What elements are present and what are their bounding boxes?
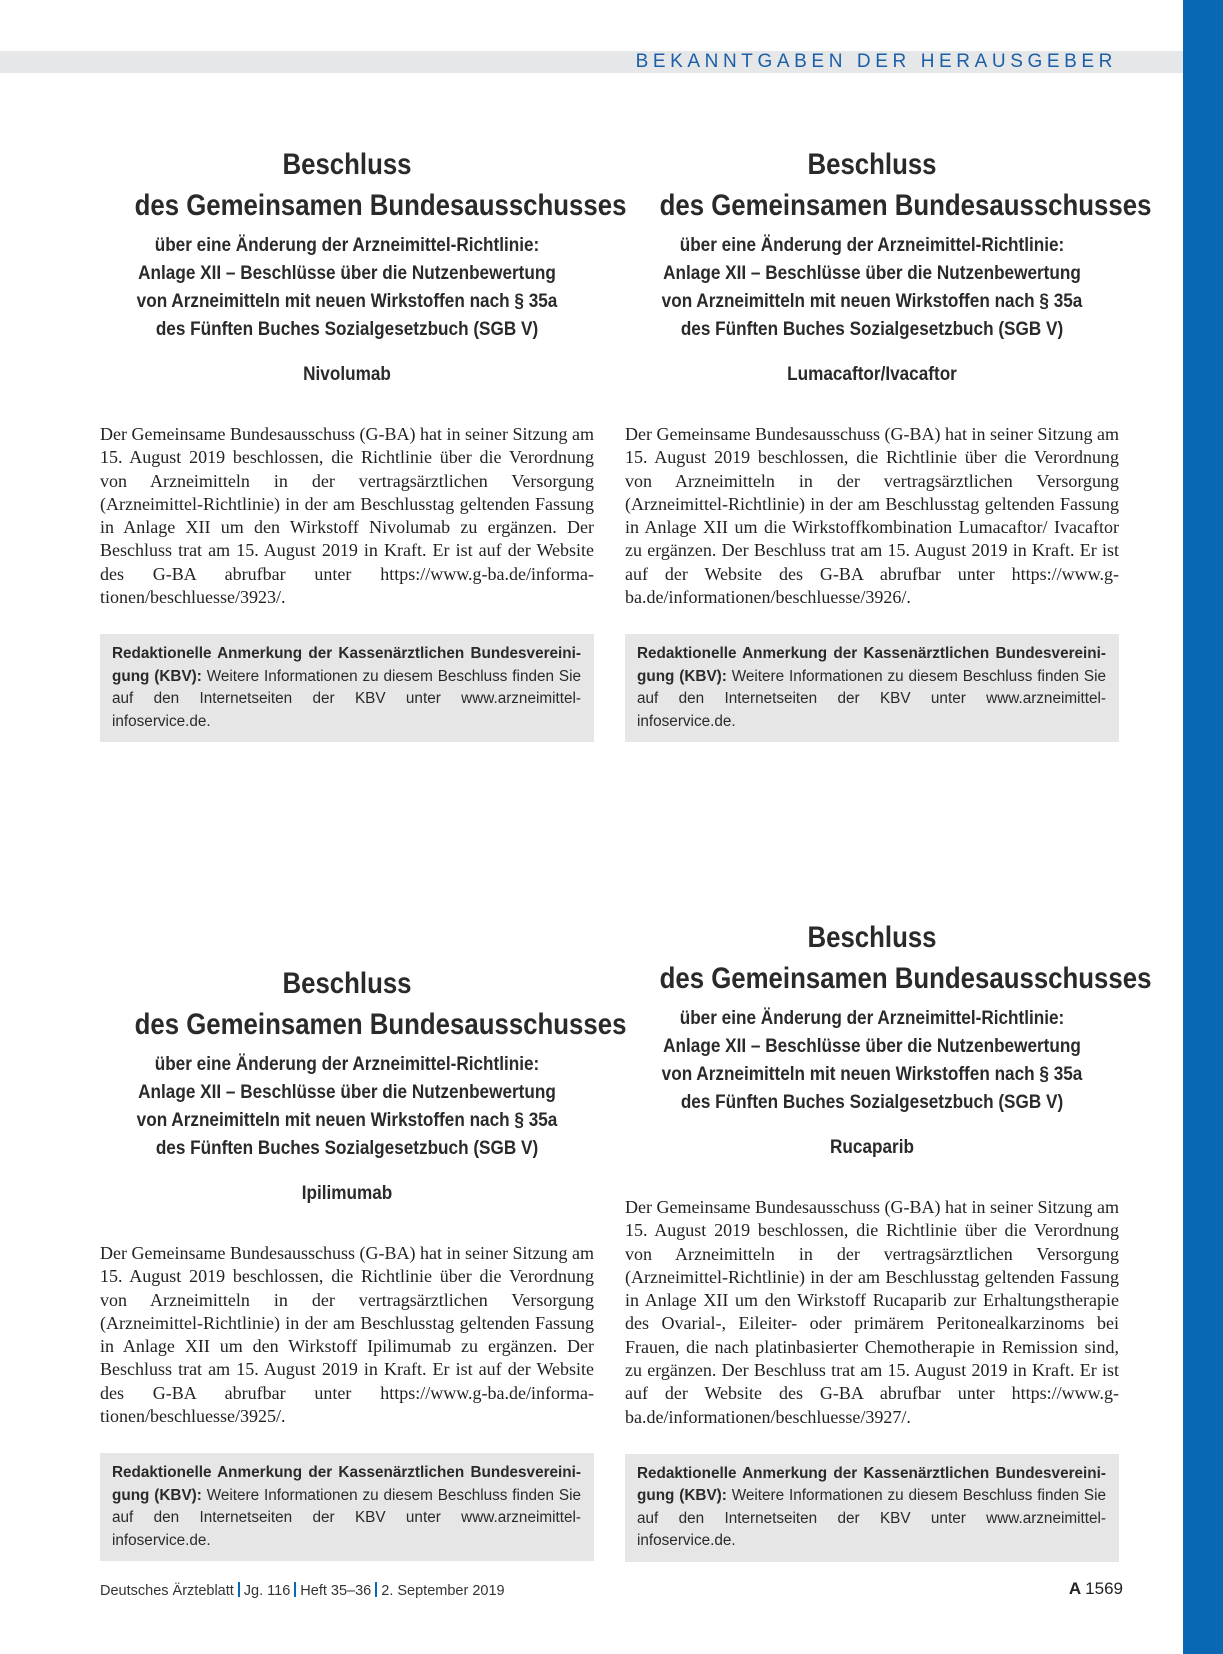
editorial-note-text: Weitere Informationen zu diesem Beschluss finden Sie auf den Internetseiten der KBV unter www.arzneimittel-infoservice.de.	[112, 667, 581, 730]
editorial-note-lead: Redaktionelle Anmerkung der Kassenärztlichen Bundesvereinigung (KBV):	[112, 1464, 581, 1504]
article-body: Der Gemeinsame Bundesausschuss (G-BA) hat in seiner Sitzung am 15. August 2019 beschlossen, die Richtlinie über die Verordnung von Arzneimitteln in der vertragsärztlichen Versorgung (Arzneimittel-Richtlinie) in der am Beschlusstag geltenden Fassung in Anlage XII um die Wirkstoffkombination Lumacaftor/ Ivacaftor zu ergänzen. Der Beschluss trat am 15. August 2019 in Kraft. Er ist auf der Website des G-BA abrufbar unter https://www.g-ba.de/informationen/beschluesse/3926/.	[625, 424, 1119, 608]
side-color-stripe	[1183, 0, 1223, 1654]
footer-citation	[100, 1582, 505, 1599]
article-subtitle	[655, 1004, 1090, 1116]
journal-name: Deutsches Ärzteblatt	[100, 1583, 234, 1599]
subtitle-line: über eine Änderung der Arzneimittel-Richtlinie:	[679, 1007, 1065, 1029]
subtitle-line: über eine Änderung der Arzneimittel-Richtlinie:	[154, 1053, 540, 1075]
article-subtitle	[130, 231, 565, 343]
journal-date: 2. September 2019	[381, 1583, 505, 1599]
article-nivolumab	[100, 144, 627, 742]
article-title: Beschluss	[282, 148, 412, 181]
subtitle-line: Anlage XII – Beschlüsse über die Nutzenbewertung	[138, 1081, 556, 1103]
page-number	[1069, 1579, 1123, 1599]
page-prefix: A	[1068, 1579, 1082, 1598]
subtitle-line: über eine Änderung der Arzneimittel-Richtlinie:	[679, 234, 1065, 256]
editorial-note-lead: Redaktionelle Anmerkung der Kassenärztlichen Bundesvereinigung (KBV):	[637, 1464, 1106, 1505]
editorial-note	[100, 634, 594, 742]
article-subtitle	[655, 231, 1090, 343]
subtitle-line: von Arzneimitteln mit neuen Wirkstoffen nach § 35a	[661, 290, 1083, 312]
section-header: BEKANNTGABEN DER HERAUSGEBER	[635, 51, 1117, 72]
article-lumacaftor-ivacaftor	[625, 144, 1152, 742]
subtitle-line: des Fünften Buches Sozialgesetzbuch (SGB V)	[680, 1091, 1064, 1113]
editorial-note-lead: Redaktionelle Anmerkung der Kassenärztlichen Bundesvereinigung (KBV):	[112, 645, 581, 685]
subtitle-line: des Fünften Buches Sozialgesetzbuch (SGB V)	[155, 1137, 539, 1159]
journal-volume: Jg. 116	[243, 1583, 291, 1599]
editorial-note	[100, 1453, 594, 1561]
subtitle-line: von Arzneimitteln mit neuen Wirkstoffen nach § 35a	[136, 1109, 558, 1131]
article-subtitle	[130, 1050, 565, 1162]
subtitle-line: des Fünften Buches Sozialgesetzbuch (SGB V)	[155, 318, 539, 340]
page-number-value: 1569	[1085, 1579, 1123, 1598]
footer-separator	[375, 1582, 377, 1597]
article-title-line2: des Gemeinsamen Bundesausschusses	[134, 189, 627, 222]
subtitle-line: Anlage XII – Beschlüsse über die Nutzenbewertung	[663, 262, 1081, 284]
footer-separator	[294, 1582, 296, 1597]
subtitle-line: von Arzneimitteln mit neuen Wirkstoffen nach § 35a	[661, 1063, 1083, 1085]
editorial-note	[625, 1454, 1119, 1562]
subtitle-line: des Fünften Buches Sozialgesetzbuch (SGB V)	[680, 318, 1064, 340]
subtitle-line: über eine Änderung der Arzneimittel-Richtlinie:	[154, 234, 540, 256]
drug-name: Rucaparib	[830, 1136, 914, 1158]
journal-issue: Heft 35–36	[300, 1583, 372, 1599]
drug-name: Lumacaftor/Ivacaftor	[787, 363, 957, 385]
article-title-line2: des Gemeinsamen Bundesausschusses	[659, 189, 1152, 222]
article-title: Beschluss	[807, 921, 937, 954]
editorial-note-lead: Redaktionelle Anmerkung der Kassenärztlichen Bundesvereinigung (KBV):	[637, 645, 1106, 685]
article-body: Der Gemeinsame Bundesausschuss (G-BA) hat in seiner Sitzung am 15. August 2019 beschlossen, die Richtlinie über die Verordnung von Arzneimitteln in der vertragsärztlichen Versorgung (Arzneimittel-Richtlinie) in der am Beschlusstag geltenden Fassung in Anlage XII um den Wirkstoff Rucaparib zur Erhaltungstherapie des Ovarial-, Eileiter- oder primärem Peritonealkarzinoms bei Frauen, die nach platinbasierter Chemotherapie in Remission sind, zu ergänzen. Der Beschluss trat am 15. August 2019 in Kraft. Er ist auf der Website des G-BA abrufbar unter https://www.g-ba.de/informationen/beschluesse/3927/.	[625, 1197, 1119, 1427]
subtitle-line: von Arzneimitteln mit neuen Wirkstoffen nach § 35a	[136, 290, 558, 312]
article-body: Der Gemeinsame Bundesausschuss (G-BA) hat in seiner Sitzung am 15. August 2019 beschlossen, die Richtlinie über die Verordnung von Arzneimitteln in der vertragsärztlichen Versorgung (Arzneimittel-Richtlinie) in der am Beschlusstag geltenden Fassung in Anlage XII um den Wirkstoff Ipilimumab zu ergänzen. Der Beschluss trat am 15. August 2019 in Kraft. Er ist auf der Website des G-BA abrufbar unter https://www.g-ba.de/informationen/beschluesse/3925/.	[100, 1243, 594, 1427]
article-ipilimumab	[100, 963, 627, 1561]
drug-name: Ipilimumab	[301, 1182, 393, 1204]
article-title: Beschluss	[807, 148, 937, 181]
article-title: Beschluss	[282, 967, 412, 1000]
footer-separator	[238, 1582, 240, 1597]
article-body: Der Gemeinsame Bundesausschuss (G-BA) hat in seiner Sitzung am 15. August 2019 beschlossen, die Richtlinie über die Verordnung von Arzneimitteln in der vertragsärztlichen Versorgung (Arzneimittel-Richtlinie) in der am Beschlusstag geltenden Fassung in Anlage XII um den Wirkstoff Nivolumab zu ergänzen. Der Beschluss trat am 15. August 2019 in Kraft. Er ist auf der Website des G-BA abrufbar unter https://www.g-ba.de/informationen/beschluesse/3923/.	[100, 424, 594, 608]
article-title-line2: des Gemeinsamen Bundesausschusses	[659, 962, 1152, 995]
article-rucaparib	[625, 917, 1152, 1562]
article-title-line2: des Gemeinsamen Bundesausschusses	[134, 1008, 627, 1041]
drug-name: Nivolumab	[303, 363, 391, 385]
editorial-note-text: Weitere Informationen zu diesem Beschluss finden Sie auf den Internetseiten der KBV unter www.arzneimittel-infoservice.de.	[637, 1487, 1106, 1550]
subtitle-line: Anlage XII – Beschlüsse über die Nutzenbewertung	[138, 262, 556, 284]
editorial-note-text: Weitere Informationen zu diesem Beschluss finden Sie auf den Internetseiten der KBV unter www.arzneimittel-infoservice.de.	[112, 1486, 581, 1549]
editorial-note-text: Weitere Informationen zu diesem Beschluss finden Sie auf den Internetseiten der KBV unter www.arzneimittel-infoservice.de.	[637, 667, 1106, 730]
editorial-note	[625, 634, 1119, 742]
subtitle-line: Anlage XII – Beschlüsse über die Nutzenbewertung	[663, 1035, 1081, 1057]
